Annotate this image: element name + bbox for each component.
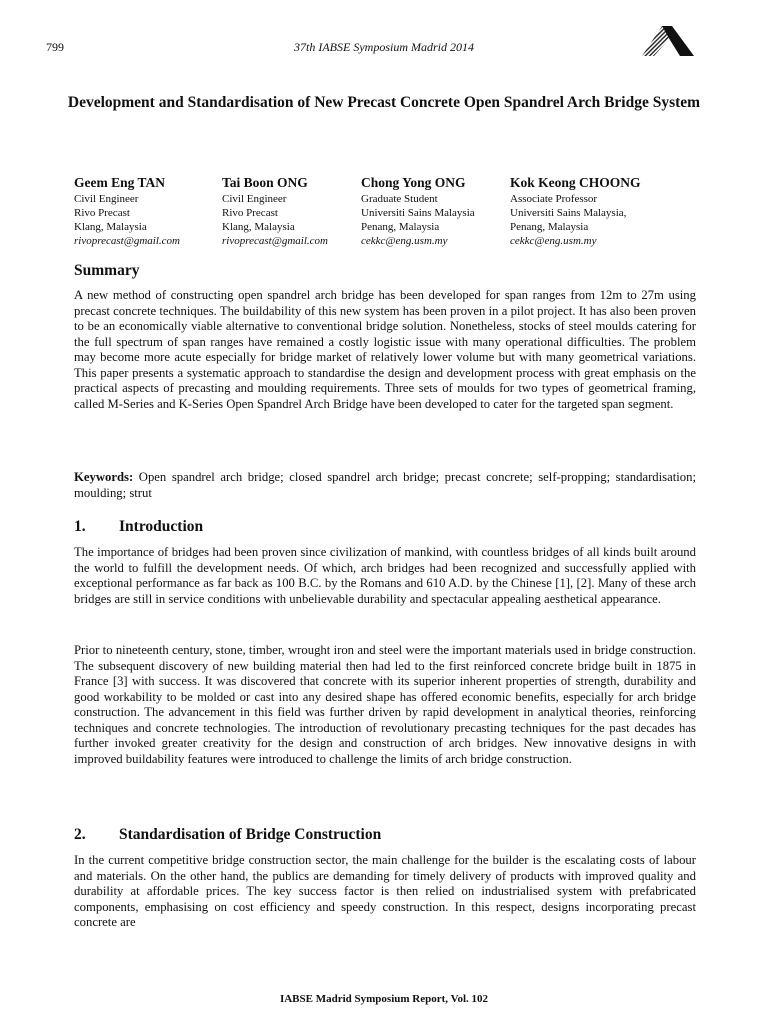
author-name: Tai Boon ONG bbox=[222, 175, 308, 190]
keywords-text: Open spandrel arch bridge; closed spandrel arch bridge; precast concrete; self-propping; standardisation; moulding; strut bbox=[74, 470, 697, 500]
author-email: rivoprecast@gmail.com bbox=[74, 235, 180, 247]
keywords bbox=[74, 470, 696, 501]
author-role: Civil Engineer bbox=[222, 193, 287, 205]
author-block bbox=[361, 174, 475, 248]
section-title: Introduction bbox=[119, 518, 204, 535]
section-number: 1. bbox=[74, 518, 86, 535]
section-heading-standardisation bbox=[74, 826, 381, 844]
summary-text: A new method of constructing open spandrel arch bridge has been developed for span ranges from 12m to 27m using precast concrete techniques. The buildability of this new system has been proven in a pilot project. It has also been proven to be an economically viable alternative to conventional bridge solution. Nonetheless, stocks of steel moulds catering for the full spectrum of span ranges have remained a costly logistic issue with many operational difficulties. The problem may become more acute especially for bridge market of relatively lower volume but with many geometrical variations. This paper presents a systematic approach to standardise the design and development process with great emphasis on the practical aspects of precasting and moulding requirements. Three sets of moulds for two types of geometrical framing, called M-Series and K-Series Open Spandrel Arch Bridge have been developed to cater for the targeted span segment. bbox=[74, 288, 696, 411]
author-location: Klang, Malaysia bbox=[222, 221, 295, 233]
keywords-label: Keywords: bbox=[74, 470, 134, 484]
author-block bbox=[222, 174, 328, 248]
section-number: 2. bbox=[74, 826, 86, 843]
author-role: Graduate Student bbox=[361, 193, 438, 205]
author-role: Associate Professor bbox=[510, 193, 598, 205]
author-location: Penang, Malaysia bbox=[510, 221, 589, 233]
author-affiliation: Rivo Precast bbox=[74, 207, 130, 219]
author-affiliation: Universiti Sains Malaysia, bbox=[510, 207, 627, 219]
running-header: 37th IABSE Symposium Madrid 2014 bbox=[294, 40, 474, 54]
author-location: Penang, Malaysia bbox=[361, 221, 440, 233]
author-email: cekkc@eng.usm.my bbox=[361, 235, 448, 247]
author-block bbox=[510, 174, 641, 248]
author-email: rivoprecast@gmail.com bbox=[222, 235, 328, 247]
author-name: Geem Eng TAN bbox=[74, 175, 165, 190]
standardisation-paragraph-1: In the current competitive bridge construction sector, the main challenge for the builder is the escalating costs of labour and materials. On the other hand, the publics are demanding for timely delivery of products with improved quality and durability at affordable prices. The key success factor is then relied on industrialised system with prefabricated components, emphasising on cost efficiency and speedy construction. In this respect, designs incorporating precast concrete are bbox=[74, 853, 696, 929]
paper-title: Development and Standardisation of New Precast Concrete Open Spandrel Arch Bridge System bbox=[67, 94, 701, 111]
author-block bbox=[74, 174, 180, 248]
iabse-logo-icon bbox=[640, 22, 696, 58]
intro-paragraph-1: The importance of bridges had been proven since civilization of mankind, with countless bridges of all kinds built around the world to fulfill the development needs. Of which, arch bridges had been recognized and successfully applied with exceptional performance as far back as 100 B.C. by the Romans and 610 A.D. by the Chinese [1], [2]. Many of these arch bridges are still in service conditions with unbelievable durability and spectacular appealing aesthetical appearance. bbox=[74, 545, 696, 606]
author-name: Kok Keong CHOONG bbox=[510, 175, 641, 190]
summary-heading: Summary bbox=[74, 262, 140, 279]
intro-paragraph-2: Prior to nineteenth century, stone, timber, wrought iron and steel were the important materials used in bridge construction. The subsequent discovery of new building material then had led to the first reinforced concrete bridge built in 1875 in France [3] with success. It was discovered that concrete with its superior inherent properties of strength, durability and good workability to be molded or cast into any desired shape has offered economic benefits, especially for arch bridge construction. The advancement in this field was further driven by rapid development in analytical theories, reinforcing techniques and concrete technologies. The introduction of revolutionary precasting techniques for the past decades has further invoked greater creativity for the design and construction of arch bridges. New innovative designs in with improved buildability features were introduced to challenge the limits of arch bridge construction. bbox=[74, 643, 696, 766]
page-number: 799 bbox=[46, 40, 64, 54]
author-name: Chong Yong ONG bbox=[361, 175, 466, 190]
author-role: Civil Engineer bbox=[74, 193, 139, 205]
page-footer: IABSE Madrid Symposium Report, Vol. 102 bbox=[279, 993, 489, 1005]
author-email: cekkc@eng.usm.my bbox=[510, 235, 597, 247]
section-heading-introduction bbox=[74, 518, 203, 536]
author-affiliation: Universiti Sains Malaysia bbox=[361, 207, 475, 219]
section-title: Standardisation of Bridge Construction bbox=[119, 826, 382, 843]
author-affiliation: Rivo Precast bbox=[222, 207, 278, 219]
author-location: Klang, Malaysia bbox=[74, 221, 147, 233]
